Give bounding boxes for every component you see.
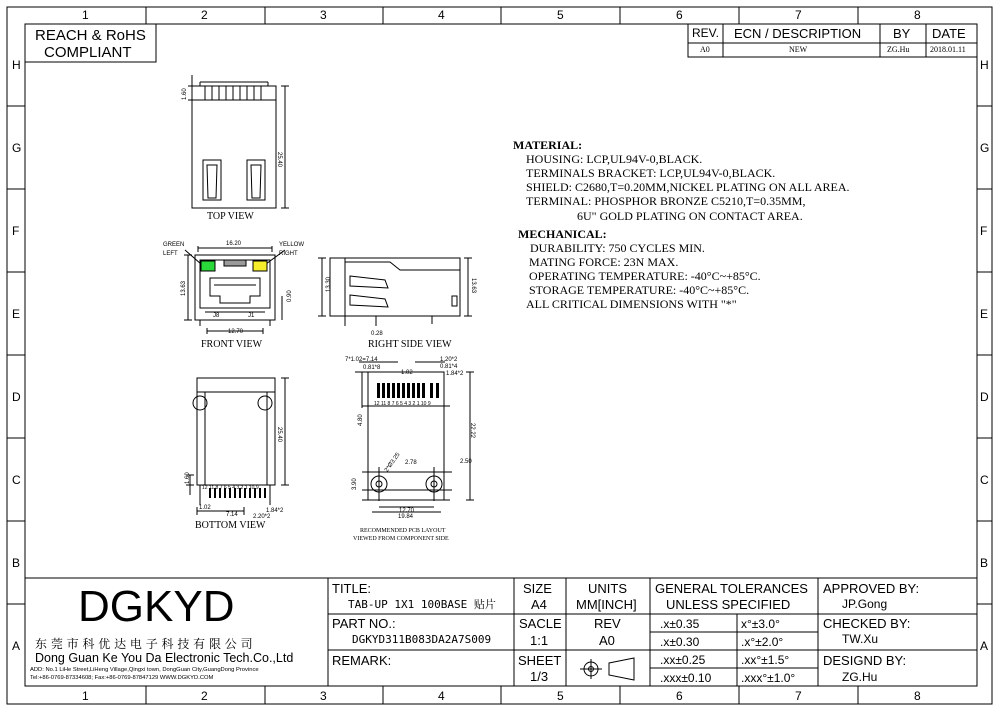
zone-row-f-left: F <box>12 224 20 238</box>
zone-col-7-bottom: 7 <box>795 689 802 703</box>
zone-col-3-bottom: 3 <box>320 689 327 703</box>
rev-value: A0 <box>599 633 615 648</box>
by-value: ZG.Hu <box>887 45 910 54</box>
zone-row-c-left: C <box>12 473 21 487</box>
zone-row-e-left: E <box>12 307 21 321</box>
zone-row-b-left: B <box>12 556 21 570</box>
compliance-line-1: REACH & RoHS <box>35 27 146 44</box>
designed-by-label: DESIGND BY: <box>823 653 907 668</box>
company-name-cn: 东 莞 市 科 优 达 电 子 科 技 有 限 公 司 <box>35 637 253 651</box>
mechanical-heading: MECHANICAL: <box>518 227 607 241</box>
zone-col-6-top: 6 <box>676 8 683 22</box>
mechanical-line-4: STORAGE TEMPERATURE: -40°C~+85°C. <box>529 283 750 297</box>
dim-side-028: 0.28 <box>371 331 383 337</box>
bottom-pin-numbers: 12 11 8 7 6 5 4 3 2 1 10 9 <box>202 485 259 491</box>
green-led <box>201 261 215 271</box>
size-value: A4 <box>531 597 547 612</box>
by-header: BY <box>893 26 911 41</box>
led-left-label: LEFT <box>163 251 178 257</box>
ecn-value: NEW <box>789 45 808 54</box>
company-logo: DGKYD <box>78 582 235 631</box>
pcb-caption-1: RECOMMENDED PCB LAYOUT <box>360 528 446 534</box>
dim-bottom-160: 1.60 <box>185 472 191 484</box>
zone-col-5-top: 5 <box>557 8 564 22</box>
tolerance-heading-1: GENERAL TOLERANCES <box>655 581 808 596</box>
checked-by-label: CHECKED BY: <box>823 616 911 631</box>
title-label: TITLE: <box>332 581 372 596</box>
checked-by-value: TW.Xu <box>842 632 879 646</box>
bottom-view-drawing <box>186 378 289 515</box>
dim-pcb-390: 3.90 <box>352 478 358 490</box>
right-side-view-drawing <box>318 258 472 326</box>
scale-value: 1:1 <box>530 633 549 648</box>
zone-row-d-right: D <box>980 390 989 404</box>
designed-by-value: ZG.Hu <box>842 670 878 684</box>
zone-col-4-bottom: 4 <box>438 689 445 703</box>
dim-pcb-c: 1.02 <box>401 370 413 376</box>
dim-side-1330: 13.30 <box>326 276 332 292</box>
top-view-drawing <box>188 75 289 208</box>
zone-col-2-bottom: 2 <box>201 689 208 703</box>
zone-row-a-left: A <box>12 639 21 653</box>
tolerance-linear-4: .xxx±0.10 <box>660 671 712 685</box>
sheet-label: SHEET <box>518 653 562 668</box>
yellow-led <box>253 261 267 271</box>
dim-front-1270: 12.70 <box>228 329 244 335</box>
remark-label: REMARK: <box>332 653 392 668</box>
pcb-caption-2: VIEWED FROM COMPONENT SIDE <box>353 536 449 542</box>
zone-row-g-left: G <box>12 141 22 155</box>
right-side-view-caption: RIGHT SIDE VIEW <box>368 339 452 350</box>
zone-col-2-top: 2 <box>201 8 208 22</box>
zone-row-f-right: F <box>980 224 988 238</box>
dim-side-1363: 13.63 <box>470 278 476 294</box>
zone-row-c-right: C <box>980 473 989 487</box>
zone-row-g-right: G <box>980 141 990 155</box>
zone-row-b-right: B <box>980 556 989 570</box>
zone-col-8-bottom: 8 <box>914 689 921 703</box>
zone-col-8-top: 8 <box>914 8 921 22</box>
dim-pcb-325: 2*Ø3.25 <box>384 451 402 474</box>
date-header: DATE <box>932 26 966 41</box>
approved-by-value: JP.Gong <box>842 597 888 611</box>
dim-top-160: 1.60 <box>182 88 188 100</box>
tolerance-linear-3: .xx±0.25 <box>660 653 706 667</box>
scale-label: SACLE <box>519 616 562 631</box>
tolerance-linear-1: .x±0.35 <box>660 617 700 631</box>
material-line-4: TERMINAL: PHOSPHOR BRONZE C5210,T=0.35MM, <box>526 194 806 208</box>
material-line-2: TERMINALS BRACKET: LCP,UL94V-0,BLACK. <box>526 166 776 180</box>
sheet-value: 1/3 <box>530 669 549 684</box>
top-view-caption: TOP VIEW <box>207 211 254 222</box>
dim-front-1363: 13.63 <box>181 280 187 296</box>
tolerance-heading-2: UNLESS SPECIFIED <box>666 597 791 612</box>
led-green-label: GREEN <box>163 242 185 248</box>
dim-front-j8: J8 <box>213 313 220 319</box>
dim-bottom-714: 7.14 <box>226 512 238 518</box>
zone-col-7-top: 7 <box>795 8 802 22</box>
dim-bottom-102: 1.02 <box>199 505 211 511</box>
tolerance-angular-2: .x°±2.0° <box>741 635 784 649</box>
dim-front-1620: 16.20 <box>226 241 242 247</box>
zone-row-h-right: H <box>980 58 989 72</box>
date-value: 2018.01.11 <box>930 45 966 54</box>
material-heading: MATERIAL: <box>513 138 583 152</box>
company-address: ADD: No.1 LiHe Street,LiHeng Village,Qingxi town, DongGuan City,GuangDong Province <box>30 667 259 673</box>
mechanical-line-2: MATING FORCE: 23N MAX. <box>529 255 679 269</box>
zone-col-4-top: 4 <box>438 8 445 22</box>
zone-row-e-right: E <box>980 307 989 321</box>
dim-front-j1: J1 <box>248 313 255 319</box>
zone-col-6-bottom: 6 <box>676 689 683 703</box>
dim-pcb-480: 4.80 <box>358 414 364 426</box>
rev-label: REV <box>594 616 621 631</box>
compliance-line-2: COMPLIANT <box>44 44 132 61</box>
front-view-caption: FRONT VIEW <box>201 339 263 350</box>
part-no-label: PART NO.: <box>332 616 396 631</box>
bottom-view-caption: BOTTOM VIEW <box>195 520 266 531</box>
dim-pcb-2222: 22.22 <box>469 423 475 439</box>
zone-row-h-left: H <box>12 58 21 72</box>
dim-front-090: 0.90 <box>287 290 293 302</box>
material-line-5: 6U" GOLD PLATING ON CONTACT AREA. <box>577 209 803 223</box>
tolerance-linear-2: .x±0.30 <box>660 635 700 649</box>
mechanical-line-5: ALL CRITICAL DIMENSIONS WITH "*" <box>526 297 737 311</box>
zone-col-3-top: 3 <box>320 8 327 22</box>
tolerance-angular-1: x°±3.0° <box>741 617 780 631</box>
tolerance-angular-3: .xx°±1.5° <box>741 653 790 667</box>
zone-col-1-top: 1 <box>82 8 89 22</box>
rev-value: A0 <box>700 45 710 54</box>
approved-by-label: APPROVED BY: <box>823 581 920 596</box>
dim-pcb-f: 1.84*2 <box>446 371 464 377</box>
zone-col-1-bottom: 1 <box>82 689 89 703</box>
dim-pcb-a: 7*1.02=7.14 <box>345 357 378 363</box>
zone-row-a-right: A <box>980 639 989 653</box>
company-name-en: Dong Guan Ke You Da Electronic Tech.Co.,Ltd <box>35 651 294 665</box>
dim-pcb-1270: 12.70 <box>399 508 415 514</box>
zone-row-d-left: D <box>12 390 21 404</box>
dim-top-2540: 25.40 <box>276 152 282 168</box>
units-value: MM[INCH] <box>576 597 637 612</box>
size-label: SIZE <box>523 581 552 596</box>
rev-header: REV. <box>692 26 719 40</box>
dim-bottom-2540: 25.40 <box>276 427 282 443</box>
material-line-1: HOUSING: LCP,UL94V-0,BLACK. <box>526 152 703 166</box>
mechanical-line-3: OPERATING TEMPERATURE: -40°C~+85°C. <box>529 269 761 283</box>
projection-symbol <box>580 658 634 680</box>
dim-pcb-250: 2.50 <box>460 459 472 465</box>
dim-pcb-e: 0.81*4 <box>440 364 458 370</box>
led-yellow-label: YELLOW <box>279 242 305 248</box>
front-view-drawing <box>184 246 285 334</box>
pcb-pads <box>377 383 439 398</box>
pcb-pin-numbers: 12 11 8 7 6 5 4 3 2 1 10 9 <box>374 401 431 407</box>
led-right-label: RIGHT <box>279 251 298 257</box>
dim-bottom-184: 1.84*2 <box>266 508 284 514</box>
dim-bottom-020: 2.20*2 <box>253 514 271 520</box>
part-no-value: DGKYD311B083DA2A7S009 <box>352 633 492 646</box>
dim-pcb-1984: 19.84 <box>398 514 414 520</box>
units-label: UNITS <box>588 581 627 596</box>
zone-col-5-bottom: 5 <box>557 689 564 703</box>
title-value: TAB-UP 1X1 100BASE 贴片 <box>348 598 496 611</box>
dim-pcb-d: 1.20*2 <box>440 357 458 363</box>
company-contact: Tel:+86-0769-87334608; Fax:+86-0769-87847129 WWW.DGKYD.COM <box>30 675 214 681</box>
dim-pcb-278: 2.78 <box>405 460 417 466</box>
tolerance-angular-4: .xxx°±1.0° <box>741 671 796 685</box>
dim-pcb-b: 0.81*8 <box>363 365 381 371</box>
ecn-header: ECN / DESCRIPTION <box>734 26 862 41</box>
mechanical-line-1: DURABILITY: 750 CYCLES MIN. <box>530 241 705 255</box>
material-line-3: SHIELD: C2680,T=0.20MM,NICKEL PLATING ON ALL AREA. <box>526 180 850 194</box>
